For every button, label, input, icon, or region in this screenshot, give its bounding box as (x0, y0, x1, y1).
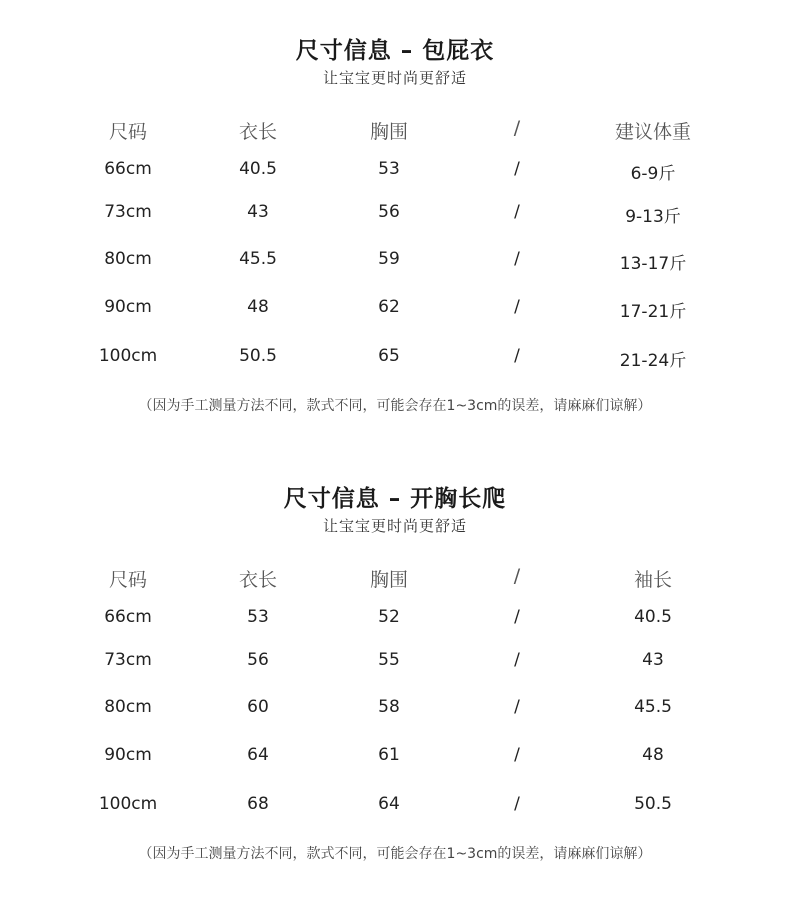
header-slash: / (513, 117, 521, 139)
cell-sleeve: 43 (642, 650, 664, 670)
cell-chest: 58 (378, 697, 400, 717)
cell-slash: / (514, 297, 520, 317)
cell-slash: / (514, 607, 520, 627)
section-subtitle: 让宝宝更时尚更舒适 (322, 517, 467, 535)
header-length: 衣长 (238, 121, 277, 143)
cell-slash: / (514, 794, 520, 814)
header-size: 尺码 (108, 569, 147, 591)
cell-size: 80cm (104, 249, 152, 269)
cell-weight: 21-24斤 (619, 351, 687, 371)
cell-length: 64 (247, 745, 269, 765)
header-weight: 建议体重 (614, 121, 691, 143)
cell-length: 45.5 (239, 249, 277, 269)
cell-slash: / (514, 745, 520, 765)
cell-size: 90cm (104, 297, 152, 317)
cell-length: 43 (247, 202, 269, 222)
cell-length: 40.5 (239, 159, 277, 179)
cell-length: 60 (247, 697, 269, 717)
cell-sleeve: 50.5 (634, 794, 672, 814)
cell-size: 66cm (104, 607, 152, 627)
cell-chest: 59 (378, 249, 400, 269)
cell-weight: 13-17斤 (619, 254, 687, 274)
cell-size: 66cm (104, 159, 152, 179)
cell-length: 50.5 (239, 346, 277, 366)
cell-length: 56 (247, 650, 269, 670)
header-chest: 胸围 (369, 569, 408, 591)
cell-sleeve: 40.5 (634, 607, 672, 627)
cell-size: 100cm (98, 346, 158, 366)
cell-slash: / (514, 249, 520, 269)
cell-sleeve: 45.5 (634, 697, 672, 717)
cell-slash: / (514, 202, 520, 222)
measurement-note: （因为手工测量方法不同，款式不同，可能会存在1~3cm的误差，请麻麻们谅解） (138, 398, 652, 414)
cell-chest: 61 (378, 745, 400, 765)
cell-chest: 56 (378, 202, 400, 222)
cell-slash: / (514, 650, 520, 670)
cell-chest: 52 (378, 607, 400, 627)
cell-weight: 6-9斤 (630, 164, 676, 184)
header-slash: / (513, 565, 521, 587)
cell-size: 73cm (104, 650, 152, 670)
cell-length: 68 (247, 794, 269, 814)
section-title: 尺寸信息 – 包屁衣 (295, 38, 495, 64)
cell-slash: / (514, 346, 520, 366)
section-title: 尺寸信息 – 开胸长爬 (283, 486, 507, 512)
cell-length: 48 (247, 297, 269, 317)
cell-chest: 53 (378, 159, 400, 179)
cell-weight: 9-13斤 (625, 207, 681, 227)
cell-size: 100cm (98, 794, 158, 814)
cell-size: 80cm (104, 697, 152, 717)
section-subtitle: 让宝宝更时尚更舒适 (322, 69, 467, 87)
header-length: 衣长 (238, 569, 277, 591)
cell-slash: / (514, 697, 520, 717)
cell-sleeve: 48 (642, 745, 664, 765)
cell-chest: 65 (378, 346, 400, 366)
cell-slash: / (514, 159, 520, 179)
cell-chest: 55 (378, 650, 400, 670)
cell-size: 73cm (104, 202, 152, 222)
header-sleeve: 袖长 (633, 569, 672, 591)
cell-length: 53 (247, 607, 269, 627)
header-size: 尺码 (108, 121, 147, 143)
header-chest: 胸围 (369, 121, 408, 143)
cell-chest: 64 (378, 794, 400, 814)
measurement-note: （因为手工测量方法不同，款式不同，可能会存在1~3cm的误差，请麻麻们谅解） (138, 846, 652, 862)
cell-weight: 17-21斤 (619, 302, 687, 322)
cell-size: 90cm (104, 745, 152, 765)
cell-chest: 62 (378, 297, 400, 317)
